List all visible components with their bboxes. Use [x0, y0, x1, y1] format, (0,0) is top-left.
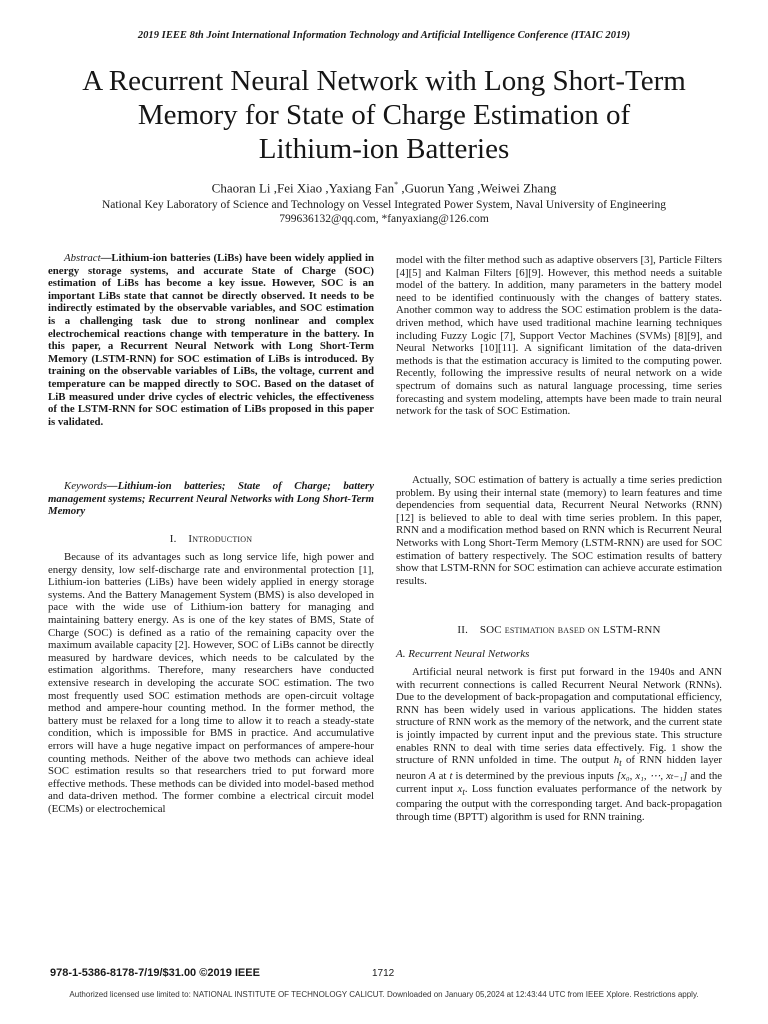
section-1-number: I.: [169, 533, 177, 545]
rnn-text-c: at: [435, 769, 450, 782]
abstract-text: —Lithium-ion batteries (LiBs) have been widely applied in energy storage systems, and accurate State of Charge (SOC) estimation of LiBs has become a key issue. However, SOC is an important LiBs state that cannot be directly observed. It needs to be indirectly estimated by the observable variables, and SOC estimation is a challenging task due to strong nonlinear and complex electrochemical reactions change with temperature in the battery. In this paper, a Recurrent Neural Network with Long Short-Term Memory (LSTM-RNN) for SOC estimation of LiBs is introduced. By training on the observable variables of LiBs, the voltage, current and temperature can be mapped directly to SOC. Based on the dataset of LiB measured under drive cycles of electric vehicles, the effectiveness of the LSTM-RNN for SOC estimation of LiBs proposed in this paper is validated.: [48, 252, 374, 428]
isbn-copyright: 978-1-5386-8178-7/19/$31.00 ©2019 IEEE: [50, 967, 260, 979]
abstract: [48, 252, 374, 428]
section-2-title: SOC estimation based on LSTM-RNN: [479, 624, 661, 636]
paper-title: [40, 64, 728, 166]
symbol-A: A: [429, 769, 436, 782]
introduction-paragraph: Because of its advantages such as long service life, high power and energy density, low self-discharge rate and environmental protection [1], Lithium-ion batteries (LiBs) have been widely applied in energy storage systems. And the Battery Management System (BMS) is also developed in pace with the wide use of Lithium-ion battery for managing and maintaining battery energy. As is one of the key states of BMS, State of Charge (SOC) is defined as a ratio of the remaining capacity over the maximum available capacity [2]. However, SOC of LiBs cannot be directly measured by hardware devices, which needs to be calculated by the estimation algorithms. Therefore, many researchers have conducted extensive research in developing the accurate SOC estimation. The two most frequently used SOC estimation methods are open-circuit voltage method and ampere-hour counting method. In the former method, the battery must be relaxed for a long time to allow it to reach a steady-state condition, which is impossible for BMS in practice. And accumulative errors will have a huge negative impact on performances of ampere-hour counting methods. Neither of the above two methods can achieve ideal SOC estimation results so that researchers tried to put forward more effective methods. These methods can be divided into model-based method and data-driven method. The former combine a electrical circuit model (ECMs) or electrochemical: [48, 551, 374, 815]
title-line-2: Memory for State of Charge Estimation of: [137, 99, 631, 131]
symbol-x-sub: t: [462, 786, 465, 797]
corresponding-mark: *: [394, 180, 399, 189]
section-1-title: Introduction: [188, 533, 253, 545]
keywords: [48, 480, 374, 518]
title-line-3: Lithium-ion Batteries: [258, 133, 510, 165]
rnn-text-d: is determined by the previous inputs: [452, 769, 617, 782]
section-2-heading: [396, 624, 722, 636]
symbol-t: t: [449, 769, 453, 782]
symbol-x: x: [457, 782, 463, 795]
page-number: 1712: [372, 968, 395, 979]
keywords-label: Keywords: [64, 480, 107, 492]
conference-header: 2019 IEEE 8th Joint International Information Technology and Artificial Intelligence Conference (ITAIC 2019): [137, 30, 631, 41]
title-line-1: A Recurrent Neural Network with Long Short-Term: [82, 65, 686, 97]
rnn-paragraph: [396, 666, 722, 823]
rnn-text-e: and the current input: [396, 769, 723, 795]
rnn-text-b: of RNN hidden layer neuron: [396, 754, 722, 782]
rnn-text-f: . Loss function evaluates performance of the network by comparing the output with the corresponding target. And back-propagation through time (BPTT) algorithm is used for RNN training.: [396, 782, 723, 823]
authors-before: Chaoran Li ,Fei Xiao ,Yaxiang Fan: [211, 180, 395, 196]
section-1-heading: [48, 533, 374, 545]
affiliation: National Key Laboratory of Science and Technology on Vessel Integrated Power System, Naval University of Engineering: [101, 199, 667, 211]
abstract-label: Abstract: [64, 252, 101, 264]
right-column-paragraph-2: Actually, SOC estimation of battery is actually a time series prediction problem. By using their internal state (memory) to learn features and time dependencies from sequential data, Recurrent Neural Networks (RNN) [12] is believed to able to deal with time series problem. In this paper, RNN and a modification method based on RNN which is Recurrent Neural Networks with Long Short-Term Memory (LSTM-RNN) are used for SOC estimation of battery respectively. The SOC estimation results of battery show that LSTM-RNN for SOC estimation can achieve accurate estimation results.: [396, 474, 722, 587]
authors-after: ,Guorun Yang ,Weiwei Zhang: [398, 180, 557, 196]
keywords-text: —Lithium-ion batteries; State of Charge; battery management systems; Recurrent Neural Networks with Long Short-Term Memory: [48, 480, 374, 518]
affiliation-block: [0, 198, 768, 226]
subsection-a-heading: A. Recurrent Neural Networks: [396, 648, 530, 660]
license-notice: Authorized licensed use limited to: NATIONAL INSTITUTE OF TECHNOLOGY CALICUT. Downloaded on January 05,2024 at 12:43:44 UTC from IEEE Xplore. Restrictions apply.: [69, 990, 699, 999]
right-column-paragraph-1: model with the filter method such as adaptive observers [3], Particle Filters [4][5] and Kalman Filters [6][9]. However, this method needs a suitable model of the battery. In addition, many parameters in the battery model need to be identified continuously with the changes of battery states. Another common way to address the SOC estimation problem is the data-driven method, which have used traditional machine learning techniques including Fuzzy Logic [7], Support Vector Machines (SVMs) [8][9], and Neural Networks [10][11]. A significant limitation of the data-driven methods is that the estimation accuracy is limited to the computing power. Recently, following the impressive results of neural network on a wide spectrum of domains such as natural language processing, time series forecasting and system modeling, attempts have been made to train neural network for the task of SOC Estimation.: [396, 254, 722, 418]
section-2-number: II.: [457, 624, 469, 636]
inputs-sequence: [x₀, x₁, ⋯, xₜ₋₁]: [616, 769, 688, 782]
author-emails: 799636132@qq.com, *fanyaxiang@126.com: [279, 213, 489, 225]
symbol-h-sub: t: [619, 758, 622, 769]
rnn-text-a: Artificial neural network is first put forward in the 1940s and ANN with recurrent connections is called Recurrent Neural Network (RNNs). Due to the development of back-propagation and computational efficiency, RNN has been widely used in various applications. The hidden states structure of RNN work as the memory of the network, and the current state is jointly impacted by current input and the previous state. This structure enables RNN to deal with time series data effectively. Fig. 1 show the structure of RNN unfolded in time. The output: [396, 666, 722, 767]
author-list: [0, 180, 768, 196]
symbol-h: h: [613, 754, 620, 767]
